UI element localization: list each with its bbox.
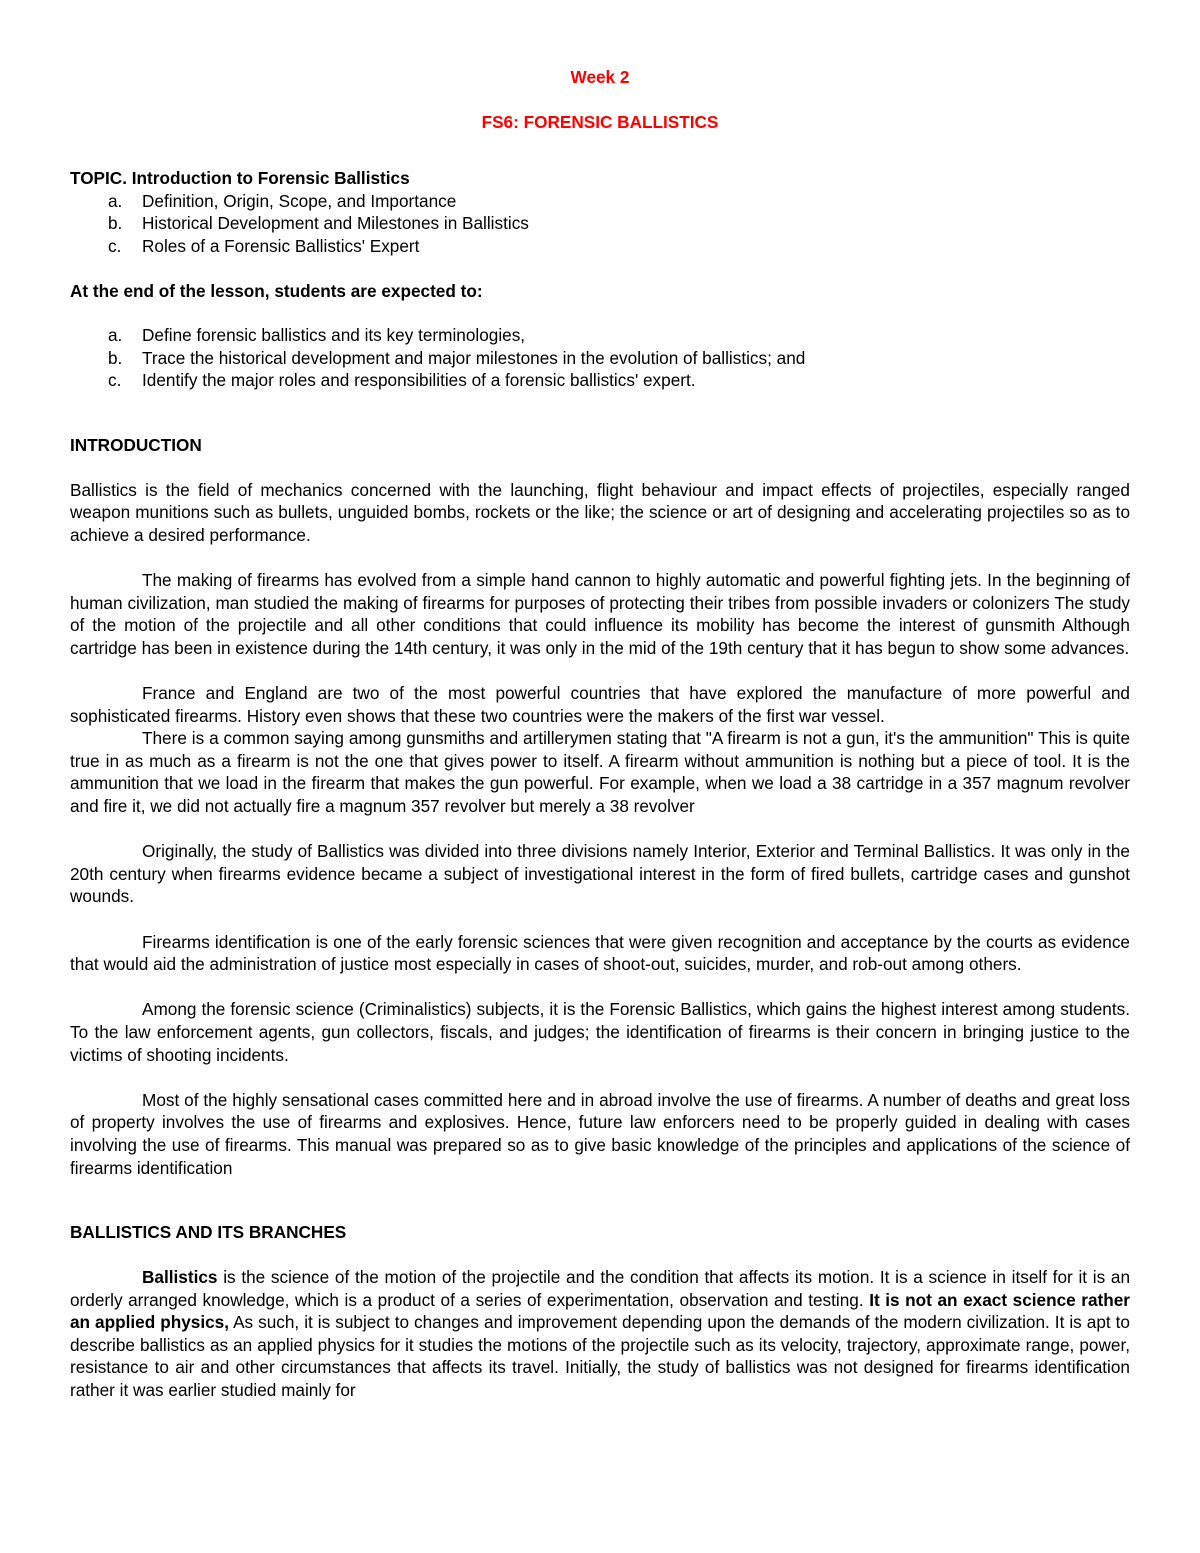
list-item-text: Historical Development and Milestones in Ballistics xyxy=(142,213,529,234)
week-label: Week 2 xyxy=(570,67,630,87)
paragraph-text: As such, it is subject to changes and improvement depending upon the demands of the modern civilization. It is apt to describe ballistics as an applied physics for it studies the motions of the projectile such as its velocity, trajectory, approximate range, power, resistance to air and other circumstances that affects its travel. Initially, the study of ballistics was not designed for firearms identification rather it was earlier studied mainly for xyxy=(70,1312,1130,1400)
objective-item xyxy=(70,324,1130,347)
intro-paragraph: The making of firearms has evolved from a simple hand cannon to highly automatic and powerful fighting jets. In the beginning of human civilization, man studied the making of firearms for purposes of protecting their tribes from possible invaders or colonizers The study of the motion of the projectile and all other conditions that could influence its mobility has become the interest of gunsmith Although cartridge has been in existence during the 14th century, it was only in the mid of the 19th century that it has begun to show some advances. xyxy=(70,570,1130,658)
intro-paragraph: Firearms identification is one of the early forensic sciences that were given recognition and acceptance by the courts as evidence that would aid the administration of justice most especially in cases of shoot-out, suicides, murder, and rob-out among others. xyxy=(70,931,1130,975)
spacer xyxy=(70,1243,1130,1266)
spacer xyxy=(70,1179,1130,1202)
list-letter: b. xyxy=(108,347,123,368)
list-letter: b. xyxy=(108,213,123,234)
course-title: FS6: FORENSIC BALLISTICS xyxy=(481,111,719,132)
branches-paragraph xyxy=(70,1266,1130,1402)
intro-paragraph: Among the forensic science (Criminalistics) subjects, it is the Forensic Ballistics, which gains the highest interest among students. To the law enforcement agents, gun collectors, fiscals, and judges; the identification of firearms is their concern in bringing justice to the victims of shooting incidents. xyxy=(70,999,1130,1065)
spacer xyxy=(70,392,1130,415)
spacer xyxy=(70,659,1130,682)
document-body xyxy=(70,66,1130,1401)
spacer xyxy=(70,908,1130,931)
bold-statement: It is not an exact science rather an applied physics, xyxy=(70,1289,1130,1333)
objective-item xyxy=(70,369,1130,392)
spacer xyxy=(70,1066,1130,1089)
paragraph-text: is the science of the motion of the projectile and the condition that affects its motion. It is a science in itself for it is an orderly arranged knowledge, which is a product of a series of experimentation, observation and testing. xyxy=(70,1266,1130,1310)
intro-paragraph: Originally, the study of Ballistics was divided into three divisions namely Interior, Exterior and Terminal Ballistics. It was only in the 20th century when firearms evidence became a subject of investigational interest in the form of fired bullets, cartridge cases and gunshot wounds. xyxy=(70,841,1130,907)
list-item-text: Definition, Origin, Scope, and Importance xyxy=(142,190,457,211)
spacer xyxy=(70,976,1130,999)
topic-list xyxy=(70,190,1130,258)
topic-item xyxy=(70,190,1130,213)
introduction-heading: INTRODUCTION xyxy=(70,434,202,455)
list-item-text: Define forensic ballistics and its key terminologies, xyxy=(142,325,526,346)
objectives-list xyxy=(70,324,1130,392)
topic-item xyxy=(70,235,1130,258)
list-item-text: Identify the major roles and responsibilities of a forensic ballistics' expert. xyxy=(142,370,696,391)
intro-paragraph: Most of the highly sensational cases committed here and in abroad involve the use of firearms. A number of deaths and great loss of property involves the use of firearms and explosives. Hence, future law enforcers need to be properly guided in dealing with cases involving the use of firearms. This manual was prepared so as to give basic knowledge of the principles and applications of the science of firearms identification xyxy=(70,1089,1130,1178)
spacer xyxy=(70,818,1130,841)
spacer xyxy=(70,547,1130,570)
intro-paragraph: Ballistics is the field of mechanics concerned with the launching, flight behaviour and impact effects of projectiles, especially ranged weapon munitions such as bullets, unguided bombs, rockets or the like; the science or art of designing and accelerating projectiles so as to achieve a desired performance. xyxy=(70,479,1130,545)
list-letter: a. xyxy=(108,325,123,346)
intro-paragraph: France and England are two of the most powerful countries that have explored the manufacture of more powerful and sophisticated firearms. History even shows that these two countries were the makers of the first war vessel. xyxy=(70,683,1130,726)
topic-item xyxy=(70,212,1130,235)
bold-term: Ballistics xyxy=(142,1266,218,1287)
spacer xyxy=(70,415,1130,434)
list-item-text: Roles of a Forensic Ballistics' Expert xyxy=(142,235,420,256)
intro-paragraph: There is a common saying among gunsmiths and artillerymen stating that "A firearm is not a gun, it's the ammunition" This is quite true in as much as a firearm is not the one that gives power to itself. A firearm without ammunition is nothing but a piece of tool. It is the ammunition that we load in the firearm that makes the gun powerful. For example, when we load a 38 cartridge in a 357 magnum revolver and fire it, we did not actually fire a magnum 357 revolver but merely a 38 revolver xyxy=(70,728,1130,817)
spacer xyxy=(70,1202,1130,1221)
list-letter: c. xyxy=(108,370,122,391)
spacer xyxy=(70,456,1130,479)
list-letter: c. xyxy=(108,235,122,256)
objective-item xyxy=(70,347,1130,370)
topic-heading: TOPIC. Introduction to Forensic Ballistics xyxy=(70,168,410,189)
objectives-heading: At the end of the lesson, students are expected to: xyxy=(70,280,483,301)
list-letter: a. xyxy=(108,190,123,211)
branches-heading: BALLISTICS AND ITS BRANCHES xyxy=(70,1221,347,1242)
list-item-text: Trace the historical development and major milestones in the evolution of ballistics; and xyxy=(142,347,806,368)
